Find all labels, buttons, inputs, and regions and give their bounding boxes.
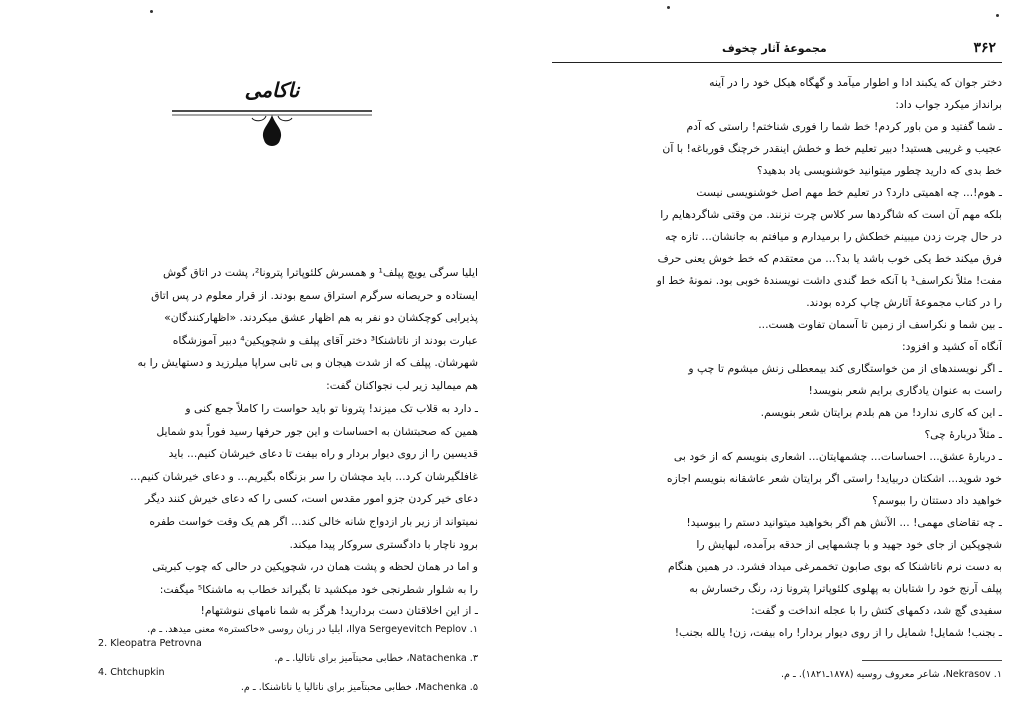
text-line: ـ شما گفتید و من باور کردم! خط شما را فوری شناختم! راستی که آدم bbox=[686, 120, 1002, 133]
text-line: خط بدی که دارید چطور میتوانید خوشنویسی یاد بدهید؟ bbox=[756, 164, 1002, 177]
text-line: را به شلوار شطرنجی خود میکشید تا بگیراند خطاب به ماشنکا⁵ میگفت: bbox=[159, 582, 478, 596]
chapter-title: ناکامی bbox=[244, 78, 300, 102]
text-line: قدیسین را از روی دیوار بردار و راه بیفت تا دعای خیرشان کنیم... باید bbox=[168, 447, 478, 461]
text-line: ـ بجنب! شمایل! شمایل را از روی دیوار بردار! راه بیفت، زن! یالله بجنب! bbox=[674, 626, 1002, 639]
body-text bbox=[592, 72, 1002, 644]
scan-speck bbox=[150, 10, 153, 13]
text-line: را در کتاب مجموعهٔ آثارش چاپ کرده بودند. bbox=[806, 296, 1002, 309]
text-line: راست به عنوان یادگاری برایم شعر بنویسد! bbox=[808, 384, 1002, 397]
body-paragraph-3 bbox=[98, 556, 478, 601]
text-line: شچوپکین از جای خود جهید و با چشمهایی از حدقه برآمده، لبهایش را bbox=[696, 538, 1002, 551]
text-line: ـ اگر نویسندهای از من خواستگاری کند بیمعطلی زنش میشوم تا چپ و bbox=[688, 362, 1002, 375]
text-line: شهرشان. پپلف که از شدت هیجان و بی تابی سراپا میلرزید و دستهایش را به bbox=[137, 356, 478, 370]
text-line: سفیدی گچ شد، دکمهای کتش را با عجله انداخت و گفت: bbox=[751, 604, 1002, 617]
text-line: خواهید داد دستتان را ببوسم؟ bbox=[872, 494, 1002, 507]
body-paragraph-1 bbox=[98, 262, 478, 398]
footnote-1: ۱. Nekrasov، شاعر معروف روسیه (۱۸۷۸ـ۱۸۲۱). ـ م. bbox=[780, 669, 1002, 680]
text-line: در حال چرت زدن میبینم خطکش را برمیدارم و میافتم به جانشان... تازه چه bbox=[665, 230, 1002, 243]
text-line: غافلگیرشان کرد... باید مچشان را سر بزنگاه بگیریم... و دعای خیرشان کنیم... bbox=[130, 469, 478, 483]
text-line: خود شوید... اشکتان دربیاید! راستی اگر برایتان شعر عاشقانه بنویسم اجازه bbox=[666, 472, 1002, 485]
text-line: برود ناچار با دادگستری سروکار پیدا میکند. bbox=[289, 537, 478, 551]
footnote-1: ۱. Ilya Sergeyevitch Peplov، ایلیا در زبان روسی «خاکستره» معنی میدهد. ـ م. bbox=[147, 624, 478, 635]
left-page bbox=[0, 0, 510, 708]
text-line: مفت! مثلاً نکراسف¹ با آنکه خط گندی داشت نویسندهٔ خوبی بود. نمونهٔ خط او bbox=[656, 274, 1002, 287]
text-line: عبارت بودند از ناتاشنکا³ دختر آقای پپلف و شچوپکین⁴ دبیر آموزشگاه bbox=[172, 333, 478, 347]
text-line: دختر جوان که یکبند ادا و اطوار میآمد و گهگاه هیکل خود را در آینه bbox=[709, 76, 1002, 89]
book-gutter bbox=[510, 0, 522, 708]
text-line: عجیب و غریبی هستید! دبیر تعلیم خط و خطش اینقدر خرچنگ قورباغه! با آن bbox=[662, 142, 1002, 155]
running-title: مجموعهٔ آثار چخوف bbox=[722, 42, 827, 55]
text-line: نمیتواند از زیر بار ازدواج شانه خالی کند... اگر هم یک وقت خواست طفره bbox=[149, 514, 478, 528]
text-line: ـ این که کاری ندارد! من هم بلدم برایتان شعر بنویسم. bbox=[760, 406, 1002, 419]
body-paragraph-4 bbox=[98, 600, 478, 623]
body-paragraph-2 bbox=[98, 398, 478, 556]
footnote-4: 4. Chtchupkin bbox=[98, 667, 165, 678]
text-line: آنگاه آه کشید و افزود: bbox=[902, 340, 1002, 353]
text-line: ـ دربارهٔ عشق... احساسات... چشمهایتان... اشعاری بنویسم که از خود بی bbox=[673, 450, 1002, 463]
text-line: پپلف آرنج خود را شتابان به پهلوی کلئوپاترا پترونا زد، رنگ رخسارش به bbox=[689, 582, 1002, 595]
text-line: دعای خیر کردن جزو امور مقدس است، کسی را که دعای خیرش کنند دیگر bbox=[144, 492, 478, 506]
page-number: ۳۶۲ bbox=[973, 40, 996, 56]
text-line: ـ چه تقاضای مهمی! ... الآنش هم اگر بخواهید میتوانید دستم را ببوسید! bbox=[686, 516, 1002, 529]
ornament-icon bbox=[168, 78, 376, 156]
right-page bbox=[522, 0, 1032, 708]
text-line: پذیرایی کوچکشان دو نفر به هم اظهار عشق میکردند. «اظهارکنندگان» bbox=[164, 311, 478, 325]
text-line: بلکه مهم آن است که شاگردها سر کلاس چرت نزنند. من وقتی شاگردهایم را bbox=[660, 208, 1002, 221]
footnote-rule bbox=[862, 660, 1002, 661]
text-line: ـ دارد به قلاب تک میزند! پترونا تو باید حواست را کاملاً جمع کنی و bbox=[185, 402, 478, 415]
text-line: هم میمالید زیر لب نجواکنان گفت: bbox=[326, 378, 478, 392]
scan-speck bbox=[667, 6, 670, 9]
text-line: و اما در همان لحظه و پشت همان در، شچوپکین در حالی که چوب کبریتی bbox=[152, 560, 478, 573]
chapter-title-ornament bbox=[168, 78, 376, 156]
text-line: ـ از این اخلاقتان دست بردارید! هرگز به شما نامهای ننوشتهام! bbox=[200, 604, 478, 617]
text-line: ایستاده و حریصانه سرگرم استراق سمع بودند. از قرار معلوم در پس اتاق bbox=[151, 288, 478, 302]
text-line: فرق میکند خط یکی خوب باشد یا بد؟... من معتقدم که خط خوش یعنی حرف bbox=[657, 252, 1002, 265]
footnote-2: 2. Kleopatra Petrovna bbox=[98, 638, 202, 649]
text-line: به دست نرم ناتاشنکا که بوی صابون تخممرغی میداد فشرد. در همین هنگام bbox=[667, 560, 1002, 573]
scan-speck bbox=[996, 14, 999, 17]
header-rule bbox=[552, 62, 1002, 63]
text-line: ایلیا سرگی یویچ پپلف¹ و همسرش کلئوپاترا پترونا²، پشت در اتاق گوش bbox=[162, 266, 478, 279]
page-header bbox=[552, 40, 1002, 62]
footnote-3: ۳. Natachenka، خطابی محبتآمیز برای ناتالیا. ـ م. bbox=[274, 653, 478, 664]
text-line: ـ مثلاً دربارهٔ چی؟ bbox=[924, 428, 1002, 441]
text-line: ـ هوم!... چه اهمیتی دارد؟ در تعلیم خط مهم اصل خوشنویسی نیست bbox=[696, 186, 1002, 199]
text-line: برانداز میکرد جواب داد: bbox=[895, 98, 1002, 111]
footnote-5: ۵. Machenka، خطابی محبتآمیز برای ناتالیا یا ناتاشنکا. ـ م. bbox=[240, 682, 478, 693]
text-line: همین که صحبتشان به احساسات و این جور حرفها رسید فوراً بدو شمایل bbox=[156, 424, 478, 438]
text-line: ـ بین شما و نکراسف از زمین تا آسمان تفاوت هست... bbox=[758, 318, 1002, 331]
